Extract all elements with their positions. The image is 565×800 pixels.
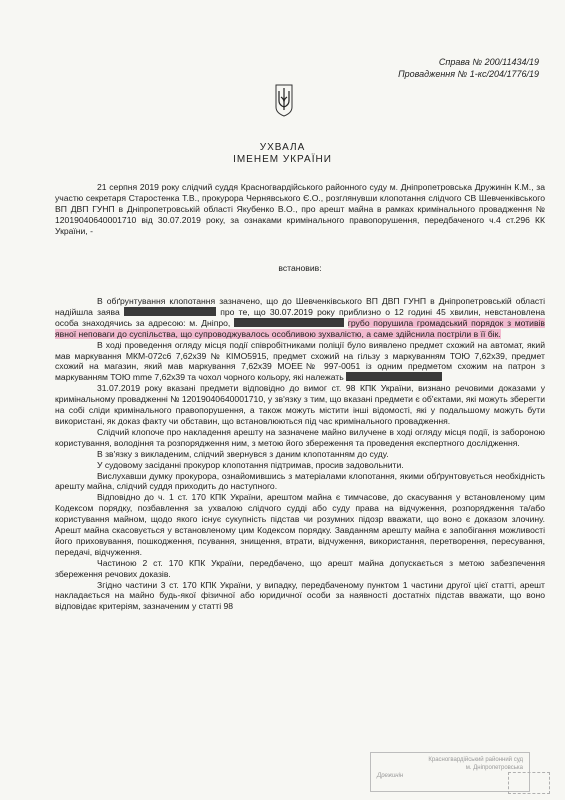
body-text <box>55 296 545 612</box>
paragraph-article-170-3: Згідно частини 3 ст. 170 КПК України, у випадку, передбаченому пунктом 1 частини другої цієї статті, арешт накладається на майно будь-якої фізичної або юридичної особи за наявності достатніх підстав вважати, що воно відповідає критеріям, зазначеним у статті 98 <box>55 579 545 612</box>
paragraph-article-170-1: Відповідно до ч. 1 ст. 170 КПК України, арештом майна є тимчасове, до скасування у встановленому цим Кодексом порядку, позбавлення за ухвалою слідчого судді або суду права на відчуження, розпорядження та/або користування майном, щодо якого існує сукупність підстав чи розумних підозр вважати, що воно є доказом злочину. Арешт майна скасовується у встановленому цим Кодексом порядку. Завданням арешту майна є запобігання можливості його приховування, пошкодження, псування, знищення, втрати, відчуження, використання, перетворення, пересування, передачі, відчуження. <box>55 492 545 557</box>
established-heading-block <box>55 263 545 274</box>
case-reference <box>309 56 539 80</box>
paragraph-evidence: 31.07.2019 року вказані предмети відповідно до вимог ст. 98 КПК України, визнано речовими доказами у кримінальному провадженні № 12019040640001710, у зв'язку з тим, що вказані предмети є об'єктами, які можуть зберегти на собі сліди кримінального правопорушення, а також можуть містити інші відомості, які у подальшому можуть бути використані, як доказ факту чи обставин, що встановлюються під час кримінального провадження. <box>55 383 545 426</box>
document-subtitle: ІМЕНЕМ УКРАЇНИ <box>233 154 332 165</box>
redaction-block <box>346 372 442 381</box>
redaction-block <box>124 307 216 316</box>
paragraph-motion: Слідчий клопоче про накладення арешту на зазначене майно вилучене в ході огляду місця події, із забороною користування, володіння та розпорядження ним, з метою його збереження та проведення експертного дослідження. <box>55 426 545 448</box>
court-stamp: Красногвардійський районний суд м. Дніпропетровська Дрежинін <box>370 752 530 792</box>
proceeding-number: Провадження № 1-кс/204/1776/19 <box>398 69 539 79</box>
paragraph-hearing: У судовому засіданні прокурор клопотання підтримав, просив задовольнити. <box>97 459 404 470</box>
paragraph-appeal: В зв'язку з викладеним, слідчий звернувся з даним клопотанням до суду. <box>97 448 389 459</box>
intro-text: 21 серпня 2019 року слідчий суддя Красногвардійського районного суду м. Дніпропетровська Дружинін К.М., за участю секретаря Старостенка Т.В., прокурора Чернявського Є.О., розглянувши клопотання слідчого СВ Шевченківського ВП ДВП ГУНП в Дніпропетровській області Якубенко В.О., про арешт майна в рамках кримінального провадження № 12019040640001710 від 30.07.2019 року, за ознаками кримінального правопорушення, передбаченого ч.4 ст.296 КК України, - <box>55 182 545 236</box>
redaction-block <box>234 318 344 327</box>
highlighted-text: грубо порушила громадський порядок з мотивів явної неповаги до суспільства, що супроводжувалось особливою зухвалістю, а саме здійснила постріли в її бік. <box>55 317 545 339</box>
ukraine-trident-icon <box>273 83 295 117</box>
intro-paragraph <box>55 182 545 237</box>
page-corner-mark <box>508 772 550 794</box>
paragraph-article-170-2: Частиною 2 ст. 170 КПК України, передбачено, що арешт майна допускається з метою забезпечення збереження речових доказів. <box>55 557 545 579</box>
paragraph-consideration: Вислухавши думку прокурора, ознайомившись з матеріалами клопотання, якими обґрунтовується необхідність арешту майна, слідчий суддя приходить до наступного. <box>55 470 545 492</box>
paragraph-application: В обґрунтування клопотання зазначено, що до Шевченківського ВП ДВП ГУНП в Дніпропетровській області надійшла заява про те, що 30.07.2019 року приблизно о 12 годині 45 хвилин, невстановлена особа знаходячись за адресою: м. Дніпро, грубо порушила громадський порядок з мотивів явної неповаги до суспільства, що супроводжувалось особливою зухвалістю, а саме здійснила постріли в її бік. <box>55 296 545 339</box>
paragraph-inspection: В ході проведення огляду місця події співробітниками поліції було виявлено предмет схожий на автомат, який мав маркування МКМ-072с6 7,62х39 № КІМО5915, предмет схожий на гільзу з маркуванням ТОЮ 7,62х39, предмет схожий на магазин, який мав маркування 7,62х39 МОЕЕ№ 997-0051 із одним предметом схожим на патрон з маркуванням ТОЮ mme 7,62х39 та чохол чорного кольору, які належать <box>55 339 545 383</box>
established-heading: встановив: <box>278 263 322 273</box>
case-number: Справа № 200/11434/19 <box>438 57 539 67</box>
document-title: УХВАЛА <box>259 142 306 153</box>
